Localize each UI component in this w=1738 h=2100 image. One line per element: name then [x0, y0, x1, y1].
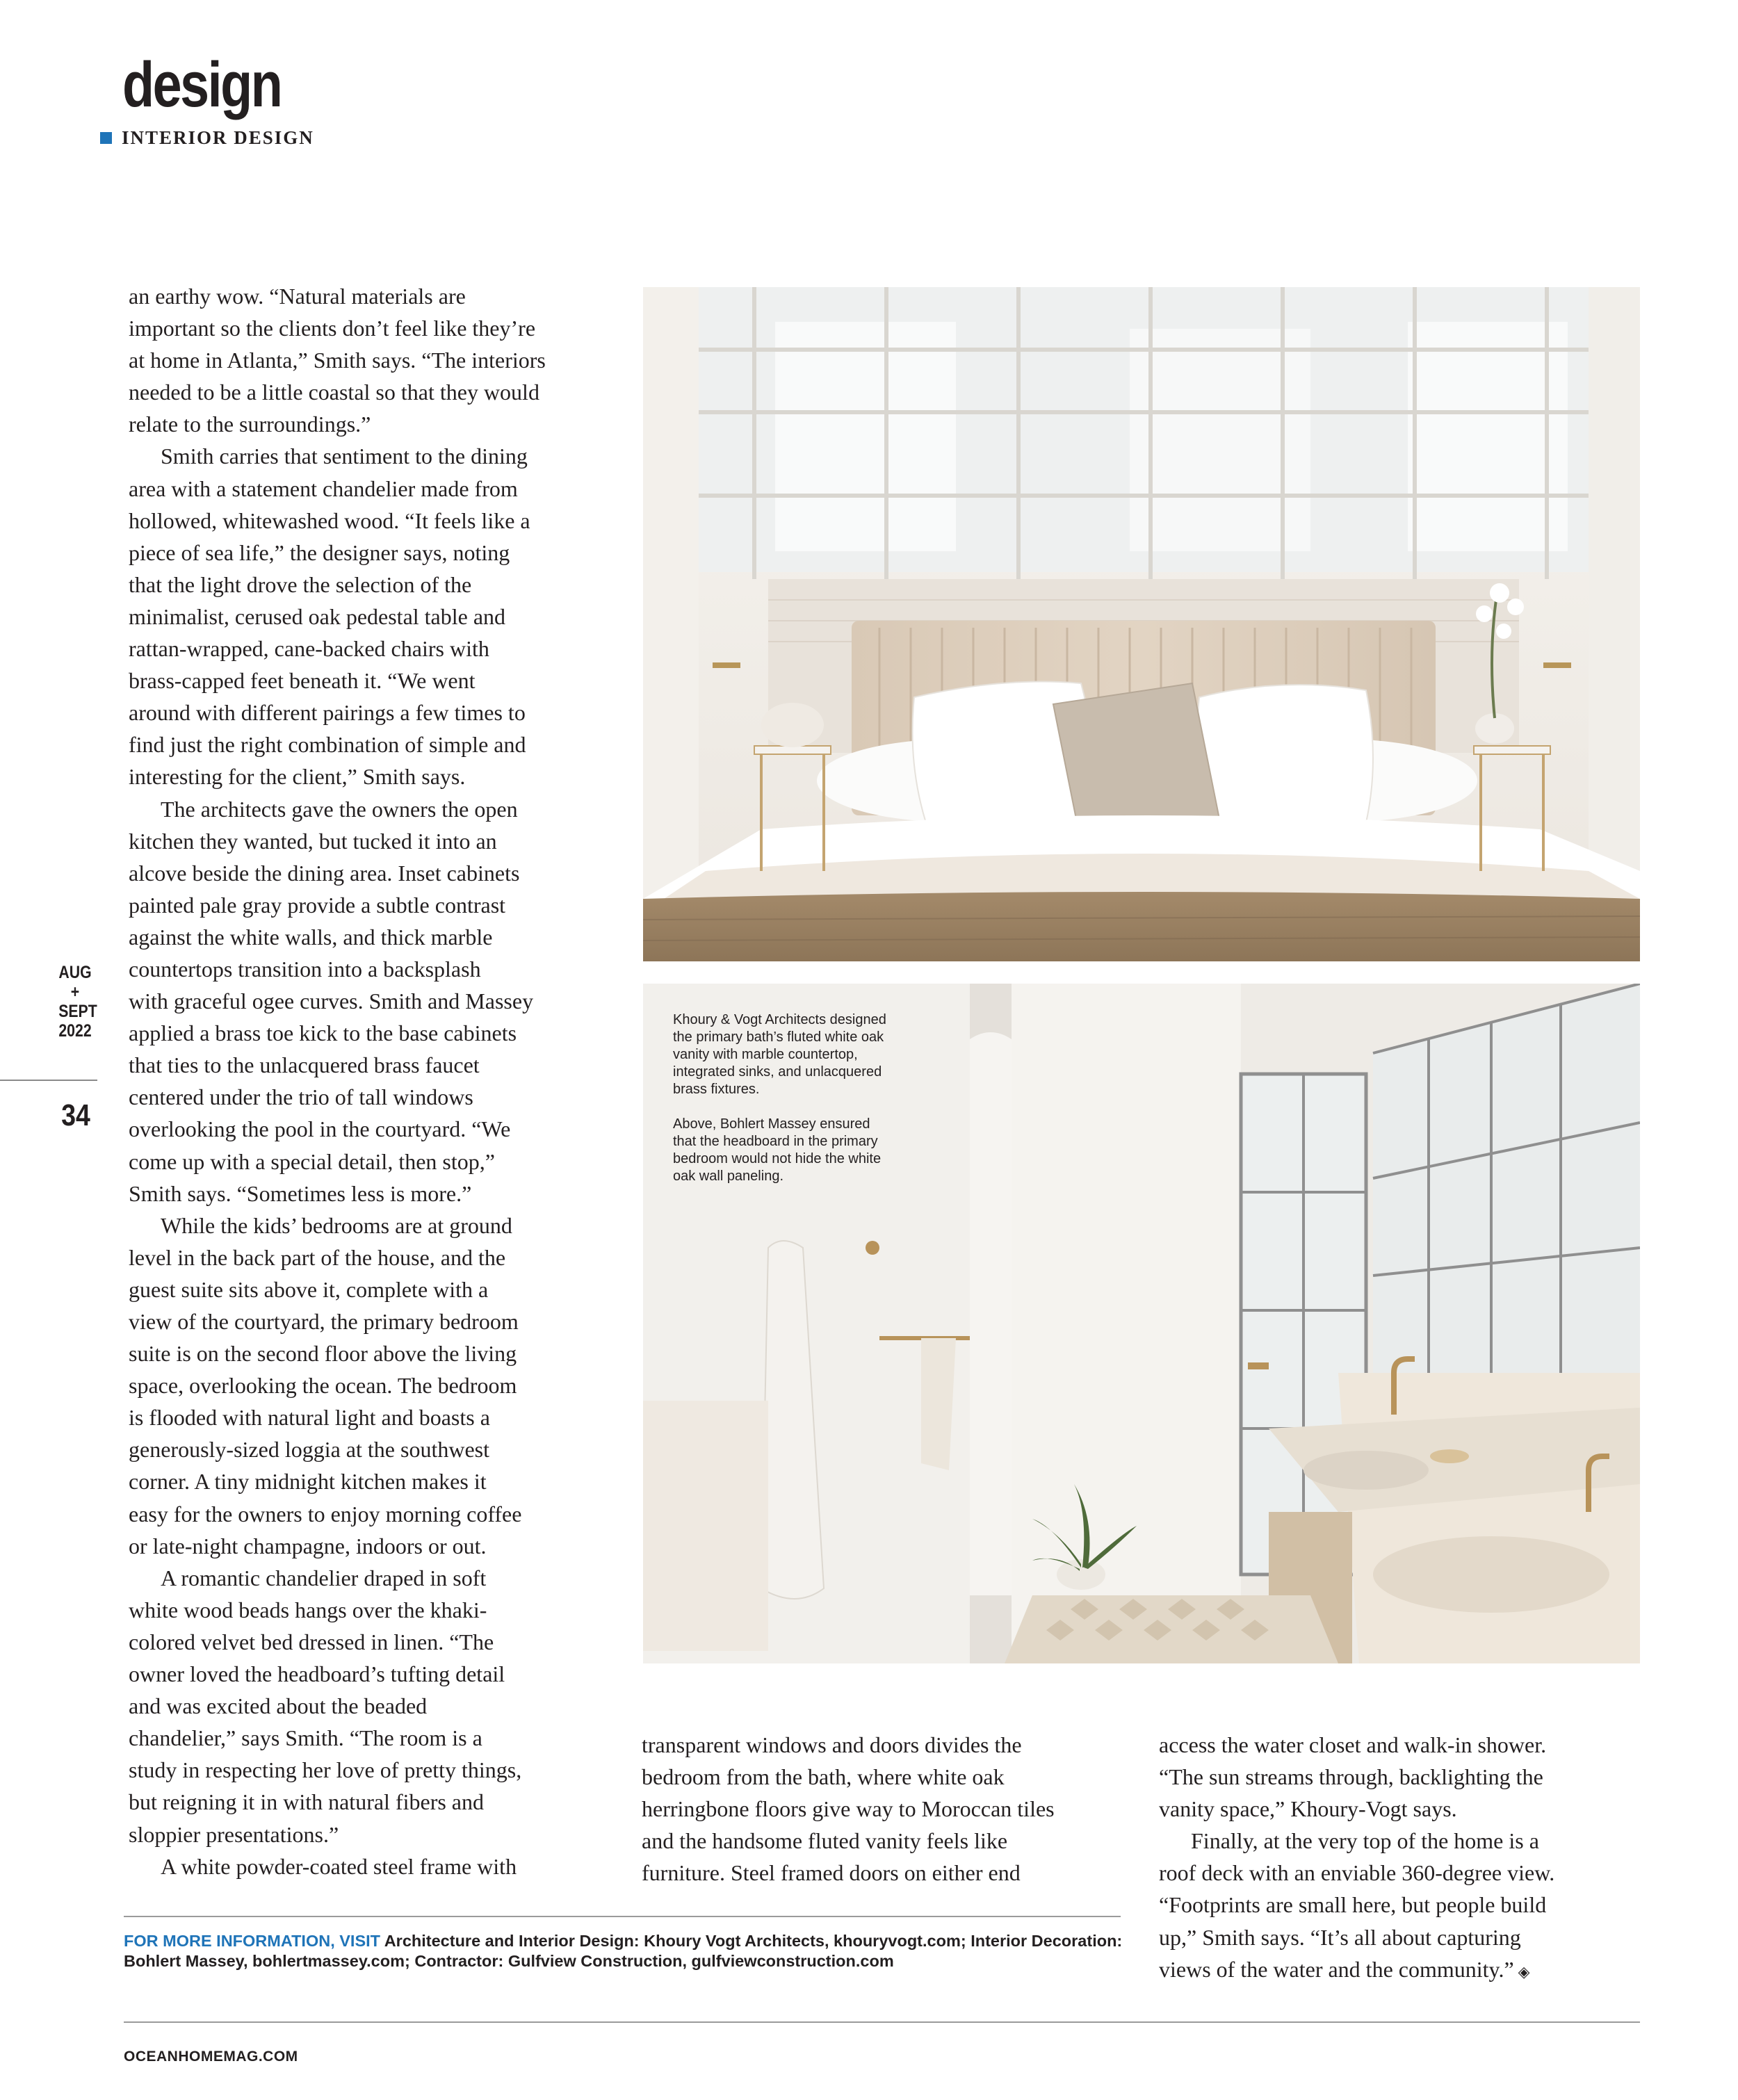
text-line: overlooking the pool in the courtyard. “We [129, 1116, 511, 1142]
text-line: bedroom from the bath, where white oak [642, 1764, 1005, 1790]
text-line: find just the right combination of simple and [129, 732, 526, 758]
text-line: Finally, at the very top of the home is a [1191, 1828, 1539, 1854]
text-line: study in respecting her love of pretty things, [129, 1757, 522, 1783]
text-line: rattan-wrapped, cane-backed chairs with [129, 636, 489, 662]
more-info-text: Architecture and Interior Design: Khoury Vogt Architects, khouryvogt.com; Interior Decoration: Bohlert Massey, bohlertmassey.com; Contractor: Gulfview Construction, gulfviewconstruction.com [124, 1932, 1123, 1970]
text-line: applied a brass toe kick to the base cabinets [129, 1020, 517, 1046]
more-info [124, 1931, 1125, 1971]
text-line: Smith says. “Sometimes less is more.” [129, 1180, 472, 1206]
more-info-lead: FOR MORE INFORMATION, VISIT [124, 1932, 381, 1950]
text-line: “Footprints are small here, but people build [1159, 1892, 1547, 1918]
text-line: painted pale gray provide a subtle contrast [129, 892, 506, 918]
body-column-2 [642, 1729, 1128, 1889]
text-line: generously-sized loggia at the southwest [129, 1437, 489, 1463]
text-line: “The sun streams through, backlighting the [1159, 1764, 1543, 1790]
end-mark-icon: ◈ [1518, 1962, 1530, 1980]
text-line: and the handsome fluted vanity feels like [642, 1828, 1008, 1854]
text-line: needed to be a little coastal so that they would [129, 380, 539, 405]
text-line: around with different pairings a few times to [129, 700, 526, 726]
issue-month-2: SEPT [58, 1002, 97, 1021]
text-line: at home in Atlanta,” Smith says. “The interiors [129, 348, 546, 373]
text-line: interesting for the client,” Smith says. [129, 764, 466, 790]
text-line: colored velvet bed dressed in linen. “The [129, 1629, 494, 1654]
text-line: herringbone floors give way to Moroccan tiles [642, 1796, 1055, 1822]
subsection-label: INTERIOR DESIGN [122, 127, 314, 148]
issue-month-1: AUG [58, 963, 92, 982]
info-divider [124, 1916, 1121, 1917]
text-line: alcove beside the dining area. Inset cabinets [129, 860, 520, 886]
body-column-1 [129, 280, 608, 1882]
text-line: up,” Smith says. “It’s all about capturing [1159, 1924, 1521, 1950]
text-line: an earthy wow. “Natural materials are [129, 284, 466, 309]
text-line: area with a statement chandelier made from [129, 475, 518, 501]
text-line: or late-night champagne, indoors or out. [129, 1533, 487, 1558]
text-line: While the kids’ bedrooms are at ground [161, 1212, 512, 1238]
text-line: level in the back part of the house, and the [129, 1244, 506, 1270]
text-line: owner loved the headboard’s tufting detail [129, 1661, 505, 1687]
photo-caption [673, 1011, 888, 1203]
text-line: important so the clients don’t feel like they’re [129, 316, 536, 341]
caption-paragraph-2: Above, Bohlert Massey ensured that the headboard in the primary bedroom would not hide the white oak wall paneling. [673, 1116, 882, 1184]
folio-divider [0, 1080, 97, 1081]
caption-paragraph-1: Khoury & Vogt Architects designed the primary bath’s fluted white oak vanity with marble countertop, integrated sinks, and unlacquered brass fixtures. [673, 1012, 886, 1097]
text-line: with graceful ogee curves. Smith and Massey [129, 988, 534, 1014]
section-title: design [122, 49, 282, 120]
text-line: piece of sea life,” the designer says, noting [129, 539, 510, 565]
section-subtitle [100, 127, 314, 149]
issue-plus: + [70, 982, 80, 1002]
text-line: The architects gave the owners the open [161, 796, 518, 822]
text-line: access the water closet and walk-in shower. [1159, 1732, 1547, 1757]
issue-year: 2022 [58, 1021, 92, 1041]
text-line: chandelier,” says Smith. “The room is a [129, 1725, 482, 1751]
text-line: come up with a special detail, then stop,” [129, 1148, 495, 1174]
text-line: easy for the owners to enjoy morning coffee [129, 1501, 522, 1527]
text-line: vanity space,” Khoury-Vogt says. [1159, 1796, 1457, 1822]
text-line: A romantic chandelier draped in soft [161, 1565, 487, 1590]
text-line: that the light drove the selection of the [129, 571, 472, 597]
text-line: transparent windows and doors divides the [642, 1732, 1022, 1757]
text-line: brass-capped feet beneath it. “We went [129, 668, 476, 694]
page-number: 34 [61, 1098, 90, 1132]
text-line: suite is on the second floor above the living [129, 1341, 517, 1367]
text-line: space, overlooking the ocean. The bedroom [129, 1373, 517, 1399]
issue-date [58, 963, 97, 1041]
text-line: centered under the trio of tall windows [129, 1084, 473, 1110]
text-line: white wood beads hangs over the khaki- [129, 1597, 487, 1622]
body-column-3 [1159, 1729, 1646, 1988]
bedroom-photo [643, 287, 1640, 961]
text-line: corner. A tiny midnight kitchen makes it [129, 1469, 487, 1495]
final-line: views of the water and the community.” [1159, 1956, 1514, 1982]
text-line: against the white walls, and thick marble [129, 924, 493, 950]
text-line: relate to the surroundings.” [129, 412, 371, 437]
text-line [1159, 1953, 1646, 1988]
footer-url[interactable]: OCEANHOMEMAG.COM [124, 2049, 298, 2065]
text-line: view of the courtyard, the primary bedroom [129, 1309, 519, 1334]
text-line: roof deck with an enviable 360-degree view. [1159, 1860, 1555, 1886]
text-line: but reigning it in with natural fibers and [129, 1789, 484, 1815]
text-line: is flooded with natural light and boasts a [129, 1405, 490, 1431]
text-line: that ties to the unlacquered brass faucet [129, 1052, 480, 1078]
text-line: countertops transition into a backsplash [129, 956, 481, 982]
text-line: guest suite sits above it, complete with a [129, 1276, 489, 1302]
text-line: sloppier presentations.” [129, 1821, 339, 1847]
footer-divider [124, 2021, 1640, 2023]
text-line: minimalist, cerused oak pedestal table and [129, 603, 506, 629]
section-marker-icon [100, 132, 112, 144]
text-line: furniture. Steel framed doors on either end [642, 1860, 1021, 1886]
text-line: and was excited about the beaded [129, 1693, 428, 1719]
text-line: A white powder-coated steel frame with [161, 1853, 517, 1879]
text-line: kitchen they wanted, but tucked it into an [129, 828, 497, 854]
text-line: Smith carries that sentiment to the dining [161, 443, 528, 469]
text-line: hollowed, whitewashed wood. “It feels like a [129, 507, 530, 533]
